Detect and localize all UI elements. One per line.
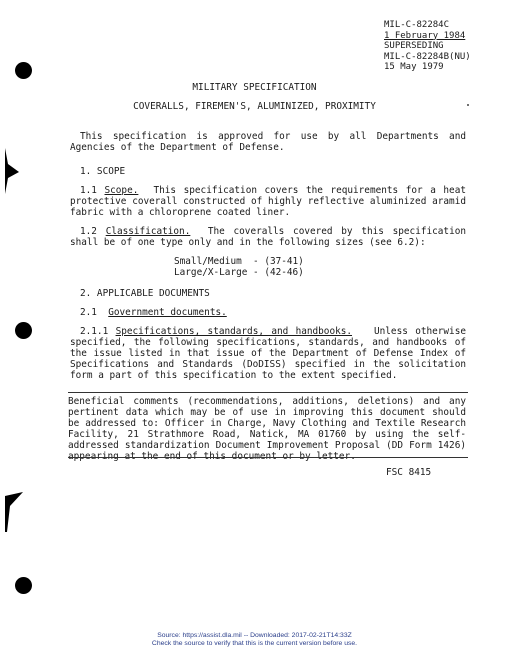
paragraph-2-1-title: Government documents. — [108, 307, 227, 318]
binding-mark-upper — [4, 148, 20, 194]
paragraph-1-1 — [70, 185, 466, 218]
spec-title: MILITARY SPECIFICATION — [192, 82, 317, 93]
punch-hole-bottom — [15, 577, 32, 594]
paragraph-1-2 — [70, 226, 466, 248]
doc-number: MIL-C-82284C — [384, 20, 450, 30]
paragraph-1-1-number: 1.1 — [80, 185, 97, 196]
comments-notice: Beneficial comments (recommendations, additions, deletions) and any pertinent data which may be of use in improving this document should be addressed to: Officer in Charge, Navy Clothing and Textile Research Facility, 21 Strathmore Road, Natick, MA 01760 by using the self-addressed standardization Document Improvement Proposal (DD Form 1426) appearing at the end of this document or by letter. — [68, 396, 466, 462]
paragraph-2-1-1-number: 2.1.1 — [80, 326, 109, 337]
download-source-line: Source: https://assist.dla.mil -- Downloaded: 2017-02-21T14:33Z — [157, 632, 352, 639]
size-range: - (42-46) — [253, 267, 304, 278]
paragraph-2-1-1 — [70, 326, 466, 381]
paragraph-1-2-number: 1.2 — [80, 226, 97, 237]
stray-dot — [467, 104, 469, 106]
superseded-doc: MIL-C-82284B(NU) — [384, 51, 471, 62]
punch-hole-top — [15, 62, 32, 79]
size-name: Small/Medium — [174, 256, 242, 267]
document-header — [384, 20, 471, 73]
superseding-label: SUPERSEDING — [384, 41, 444, 51]
paragraph-1-2-text: The coveralls covered by this specification shall be of one type only and in the following sizes (see 6.2): — [70, 226, 467, 248]
binding-mark-lower — [4, 492, 24, 532]
punch-hole-middle — [15, 322, 32, 339]
size-large-xlarge — [174, 267, 304, 278]
doc-date: 1 February 1984 — [384, 30, 466, 41]
paragraph-1-2-title: Classification. — [105, 226, 191, 237]
section-1-heading: 1. SCOPE — [80, 166, 126, 177]
paragraph-2-1-number: 2.1 — [80, 307, 97, 318]
fsc-code: FSC 8415 — [386, 467, 432, 478]
paragraph-2-1-1-text: Unless otherwise specified, the following specifications, standards, and handbooks of the issue listed in that issue of the Department of Defense Index of Specifications and Standards (DoDISS) specified in the solicitation form a part of this specification to the extent specified. — [70, 326, 466, 381]
size-small-medium — [174, 256, 304, 267]
spec-subtitle: COVERALLS, FIREMEN'S, ALUMINIZED, PROXIMITY — [133, 101, 376, 112]
paragraph-1-1-title: Scope. — [104, 185, 139, 196]
comments-bottom-rule — [68, 457, 468, 458]
superseded-date: 15 May 1979 — [384, 62, 444, 72]
section-2-heading: 2. APPLICABLE DOCUMENTS — [80, 288, 210, 299]
size-range: - (37-41) — [253, 256, 304, 267]
paragraph-2-1 — [80, 307, 227, 318]
size-name: Large/X-Large — [174, 267, 248, 278]
comments-top-rule — [68, 392, 468, 393]
verify-source-line: Check the source to verify that this is the current version before use. — [151, 640, 358, 647]
approval-statement: This specification is approved for use by all Departments and Agencies of the Department of Defense. — [70, 131, 466, 153]
paragraph-2-1-1-title: Specifications, standards, and handbooks. — [115, 326, 353, 337]
paragraph-1-1-text: This specification covers the requirements for a heat protective coverall constructed of highly reflective aluminized aramid fabric with a chloroprene coated liner. — [70, 185, 466, 218]
